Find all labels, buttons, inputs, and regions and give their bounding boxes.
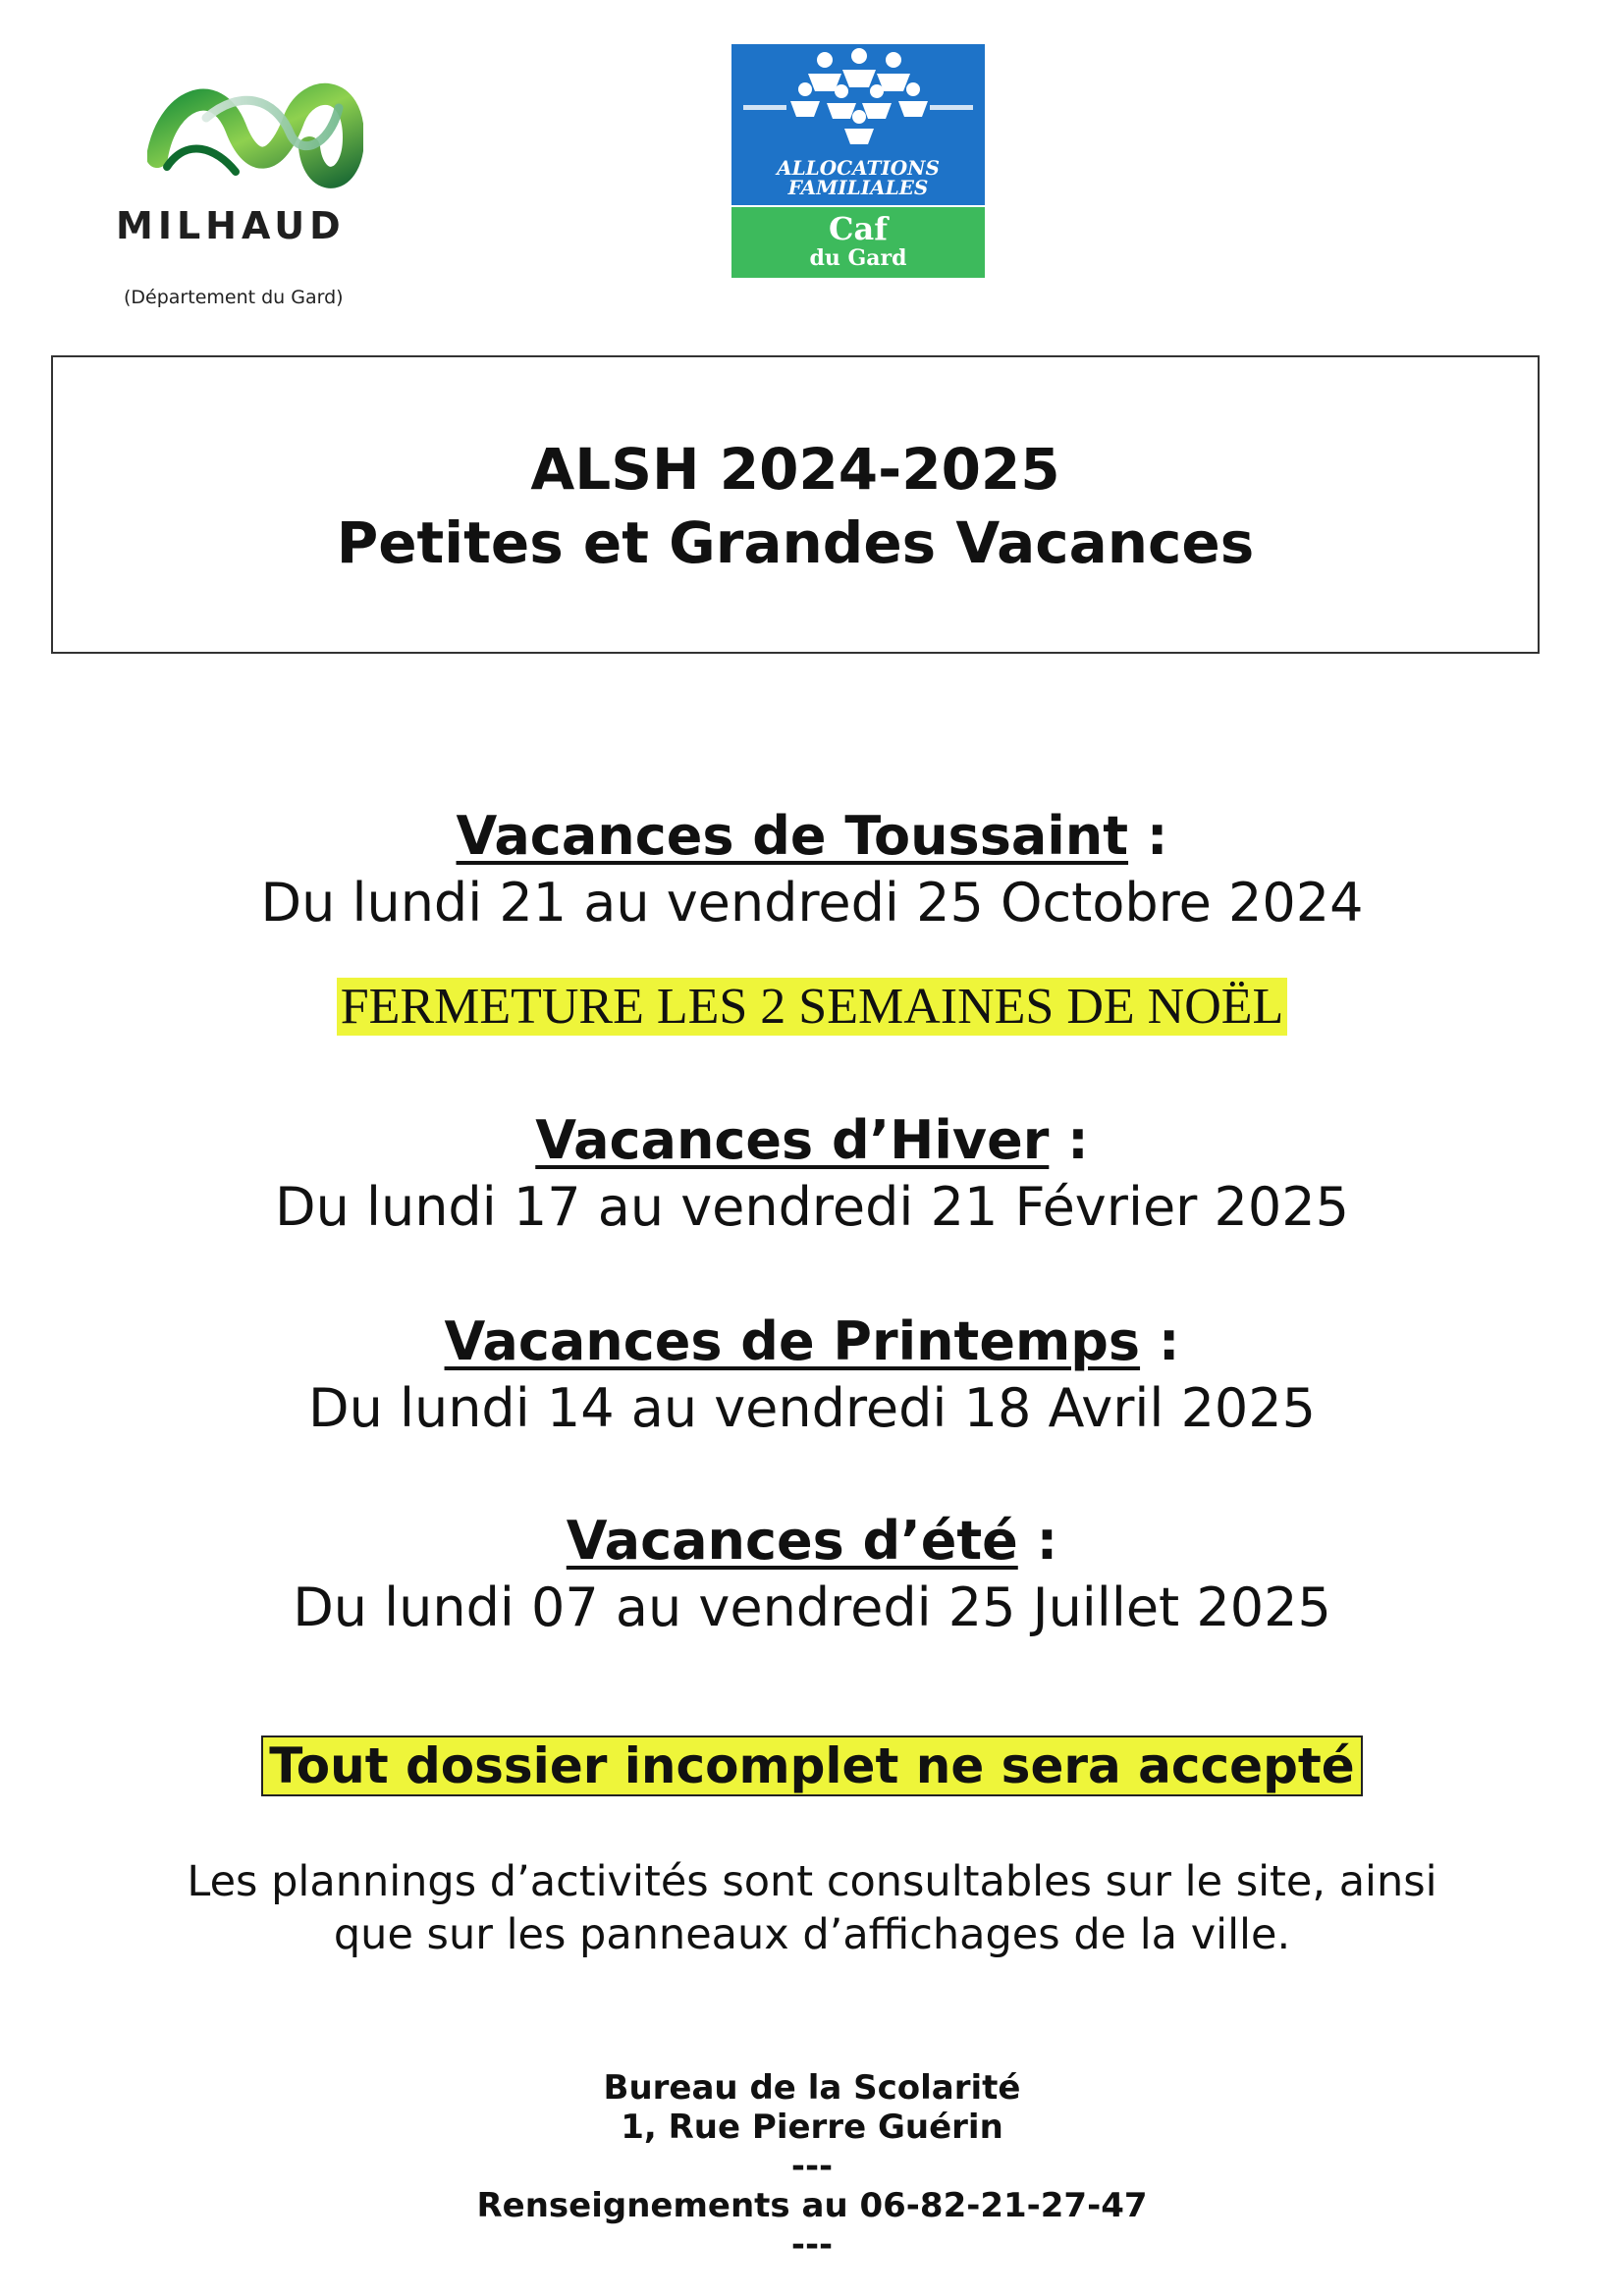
footer [0, 2068, 1624, 2265]
closure-notice-text: FERMETURE LES 2 SEMAINES DE NOËL [337, 978, 1288, 1036]
info-line-1: Les plannings d’activités sont consultables sur le site, ainsi [187, 1857, 1437, 1906]
section-heading-colon: : [1049, 1109, 1089, 1171]
section-ete-dates: Du lundi 07 au vendredi 25 Juillet 2025 [293, 1576, 1331, 1638]
milhaud-subtitle: (Département du Gard) [124, 287, 344, 308]
footer-address: 1, Rue Pierre Guérin [621, 2108, 1003, 2147]
title-line-1: ALSH 2024-2025 [530, 436, 1060, 503]
caf-logo-top [731, 44, 985, 205]
caf-name: Caf [829, 210, 888, 247]
section-heading-text: Vacances d’Hiver [535, 1109, 1050, 1171]
section-ete-heading [0, 1510, 1624, 1572]
section-heading-text: Vacances d’été [566, 1510, 1018, 1572]
caf-line2: FAMILIALES [787, 176, 929, 199]
caf-logo [731, 44, 985, 278]
section-hiver-heading [0, 1109, 1624, 1171]
milhaud-logo [108, 79, 393, 324]
title-line-2: Petites et Grandes Vacances [336, 509, 1255, 576]
section-heading-colon: : [1128, 805, 1168, 867]
info-text [0, 1855, 1624, 1961]
caf-family-icon [731, 44, 985, 152]
footer-separator-2: --- [790, 2225, 834, 2265]
section-printemps-heading [0, 1310, 1624, 1372]
footer-office: Bureau de la Scolarité [603, 2068, 1021, 2108]
section-heading-colon: : [1140, 1310, 1180, 1372]
caf-subname: du Gard [809, 245, 907, 271]
section-heading-text: Vacances de Toussaint [456, 805, 1129, 867]
milhaud-wordmark: MILHAUD [116, 204, 346, 247]
section-heading-text: Vacances de Printemps [444, 1310, 1141, 1372]
milhaud-wave-icon [147, 79, 363, 206]
caf-line1: ALLOCATIONS [777, 156, 940, 180]
footer-contact: Renseignements au 06-82-21-27-47 [476, 2186, 1148, 2225]
closure-notice [0, 978, 1624, 1036]
section-heading-colon: : [1017, 1510, 1058, 1572]
warning-notice [0, 1735, 1624, 1796]
footer-separator-1: --- [790, 2147, 834, 2186]
caf-logo-bottom [731, 207, 985, 278]
section-printemps-dates: Du lundi 14 au vendredi 18 Avril 2025 [308, 1377, 1316, 1439]
warning-text: Tout dossier incomplet ne sera accepté [261, 1735, 1362, 1796]
section-toussaint-dates: Du lundi 21 au vendredi 25 Octobre 2024 [260, 872, 1364, 934]
section-hiver-dates: Du lundi 17 au vendredi 21 Février 2025 [275, 1176, 1349, 1238]
section-toussaint-heading [0, 805, 1624, 867]
info-line-2: que sur les panneaux d’affichages de la ville. [333, 1910, 1291, 1959]
title-box [51, 355, 1540, 654]
